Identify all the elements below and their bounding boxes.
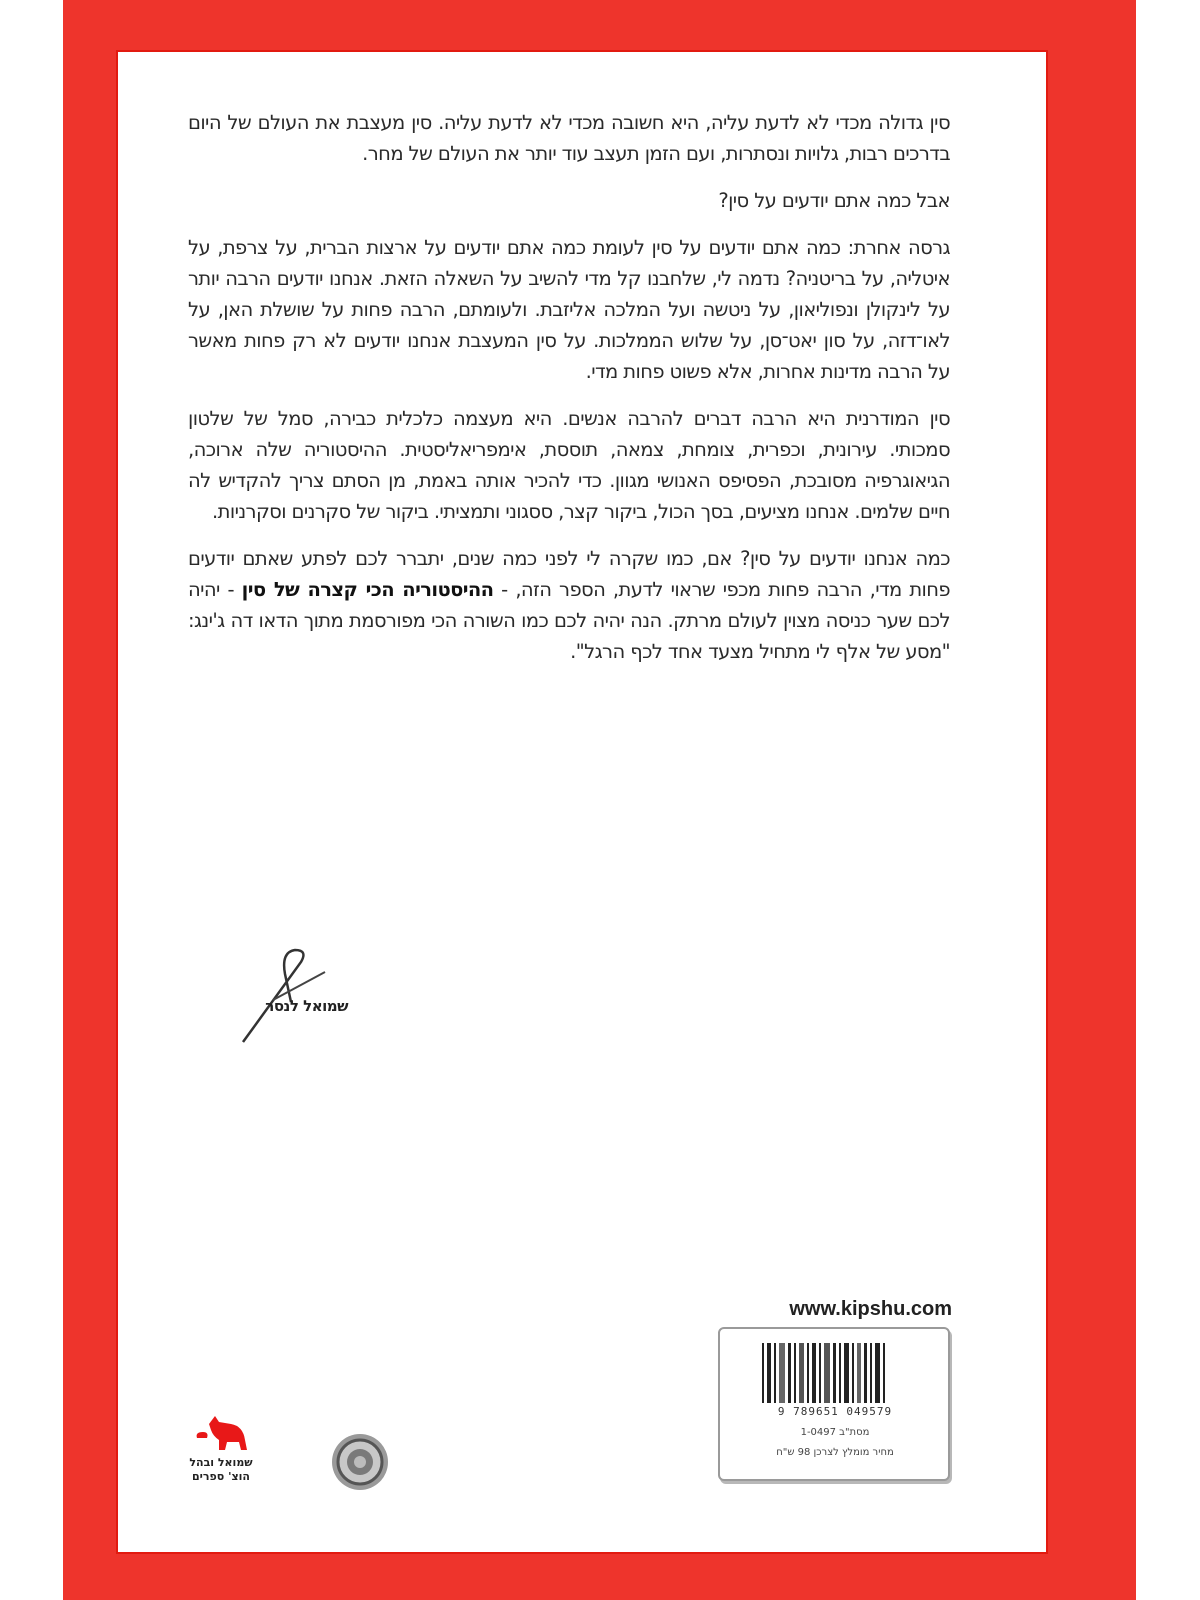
blurb-paragraph-3: גרסה אחרת: כמה אתם יודעים על סין לעומת כמה אתם יודעים על ארצות הברית, על צרפת, על איטליה, על בריטניה? נדמה לי, שלחבנו קל מדי להשיב על השאלה הזאת. אנחנו יודעים הרבה יותר על לינקולן ונפוליאון, על ניטשה ועל המלכה אליזבת. ולעומתם, הרבה פחות על שושלת האן, על לאו־דזה, על סון יאט־סן, על שלוש הממלכות. על סין המעצבת אנחנו יודעים לא רק פחות מאשר על הרבה מדינות אחרות, אלא פשוט פחות מדי. [188,236,950,383]
publisher-website: www.kipshu.com [789,1298,952,1320]
blurb-text [188,107,950,683]
blurb-paragraph-2: אבל כמה אתם יודעים על סין? [718,189,950,212]
back-cover-panel [118,52,1046,1552]
barcode-digits: 9 789651 049579 [777,1405,893,1418]
barcode-icon [762,1343,912,1403]
price-label: מחיר מומלץ לצרכן 98 ש"ח [776,1447,894,1458]
author-signature [213,942,353,1052]
blurb-paragraph-5 [188,543,950,667]
signature-name: שמואל לנסר [265,997,348,1015]
blurb-paragraph-1: סין גדולה מכדי לא לדעת עליה, היא חשובה מכדי לא לדעת עליה. סין מעצבת את העולם של היום בדרכים רבות, גלויות ונסתרות, ועם הזמן תעצב עוד יותר את העולם של מחר. [188,111,950,165]
blurb-p5-before: כמה אנחנו יודעים על סין? אם, כמו שקרה לי לפני כמה שנים, יתברר לכם לפתע שאתם יודעים פחות מדי, הרבה פחות מכפי שראוי לדעת, הספר הזה, - [188,547,950,601]
fox-logo-icon [191,1410,251,1452]
publisher-name-line2: הוצ' ספרים [192,1470,250,1483]
barcode-box [718,1327,950,1481]
blurb-p5-after: - יהיה לכם שער כניסה מצוין לעולם מרתק. הנה יהיה לכם כמו השורה הכי מפורסמת מתוך הדאו דה ג'ינג: "מסע של אלף לי מתחיל מצעד אחד לכף הרגל". [188,578,950,663]
seal-emblem-icon [330,1432,390,1492]
blurb-paragraph-4: סין המודרנית היא הרבה דברים להרבה אנשים. היא מעצמה כלכלית כבירה, סמל של שלטון סמכותי. עירונית, וכפרית, צומחת, צמאה, תוססת, אימפריאליסטית. ההיסטוריה שלה ארוכה, הגיאוגרפיה מסובכת, הפסיפס האנושי מגוון. כדי להכיר אותה באמת, מן הסתם צריך להקדיש לה חיים שלמים. אנחנו מציעים, בסך הכול, ביקור קצר, ססגוני ותמציתי. ביקור של סקרנים וסקרניות. [188,407,950,523]
publisher-logo [186,1410,256,1500]
isbn-label: מסת"ב 1-0497 [800,1427,870,1438]
publisher-name-line1: שמואל ובהל [189,1456,253,1469]
book-title-bold: ההיסטוריה הכי קצרה של סין [241,578,494,601]
